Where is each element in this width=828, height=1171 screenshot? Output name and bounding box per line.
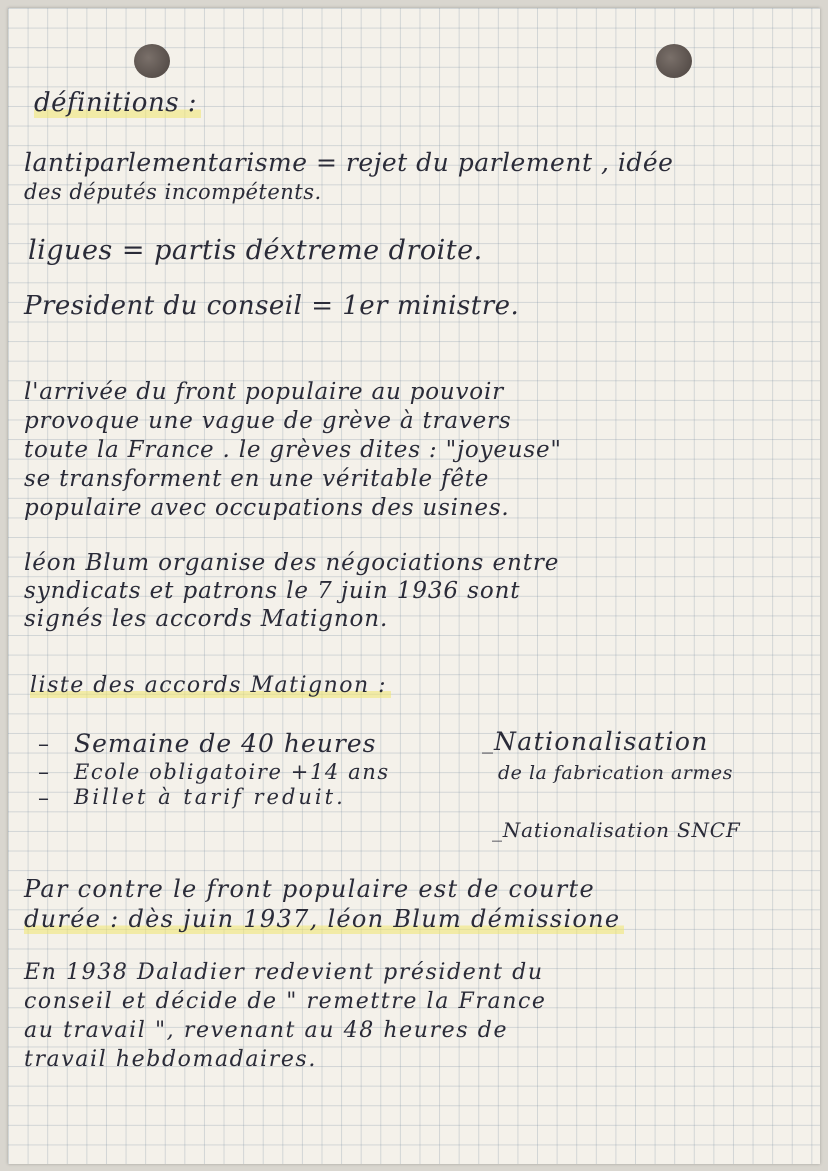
accord-nationalisation-sncf: _Nationalisation SNCF bbox=[492, 818, 741, 842]
text-line: au travail ", revenant au 48 heures de bbox=[24, 1018, 509, 1043]
paragraph-1938 bbox=[24, 958, 547, 1074]
paragraph-fin-front-populaire bbox=[24, 874, 624, 934]
punch-hole-right bbox=[656, 44, 692, 78]
text-line: se transforment en une véritable fête bbox=[24, 466, 490, 492]
accord-billet-tarif-reduit: Billet à tarif reduit. bbox=[74, 785, 346, 809]
text-line: Par contre le front populaire est de courte bbox=[24, 875, 595, 903]
definition-ligues: ligues = partis déxtreme droite. bbox=[28, 235, 483, 266]
accords-list-title: liste des accords Matignon : bbox=[30, 673, 391, 698]
definition-president-conseil: President du conseil = 1er ministre. bbox=[24, 291, 520, 321]
notebook-page bbox=[8, 8, 820, 1164]
bullet-dash: – bbox=[38, 732, 49, 757]
bullet-dash: _ bbox=[482, 729, 493, 754]
text-line: l'arrivée du front populaire au pouvoir bbox=[24, 379, 504, 405]
accord-ecole-obligatoire: Ecole obligatoire +14 ans bbox=[74, 760, 390, 784]
bullet-dash: – bbox=[38, 786, 49, 811]
definitions-title: définitions : bbox=[34, 88, 201, 118]
text-line: populaire avec occupations des usines. bbox=[24, 495, 510, 521]
definition-antiparlementarisme: lantiparlementarisme = rejet du parlement , idée bbox=[24, 148, 674, 177]
accord-semaine-40h: Semaine de 40 heures bbox=[74, 729, 377, 758]
paragraph-front-populaire bbox=[24, 378, 562, 523]
accord-nationalisation: Nationalisation bbox=[494, 727, 709, 756]
text-line: travail hebdomadaires. bbox=[24, 1047, 317, 1072]
accord-fabrication-armes: de la fabrication armes bbox=[498, 762, 733, 784]
paragraph-matignon bbox=[24, 549, 559, 633]
text-line: syndicats et patrons le 7 juin 1936 sont bbox=[24, 578, 521, 604]
bullet-dash: – bbox=[38, 760, 49, 785]
text-line: léon Blum organise des négociations entre bbox=[24, 550, 560, 576]
punch-hole-left bbox=[134, 44, 170, 78]
text-line: durée : dès juin 1937, léon Blum démissione bbox=[24, 904, 624, 934]
text-line: provoque une vague de grève à travers bbox=[24, 408, 512, 434]
text-line: signés les accords Matignon. bbox=[24, 606, 389, 632]
text-line: En 1938 Daladier redevient président du bbox=[24, 960, 544, 985]
text-line: conseil et décide de " remettre la France bbox=[24, 989, 547, 1014]
text-line: toute la France . le grèves dites : "joyeuse" bbox=[24, 437, 562, 463]
definition-antiparlementarisme-cont: des députés incompétents. bbox=[24, 180, 322, 204]
